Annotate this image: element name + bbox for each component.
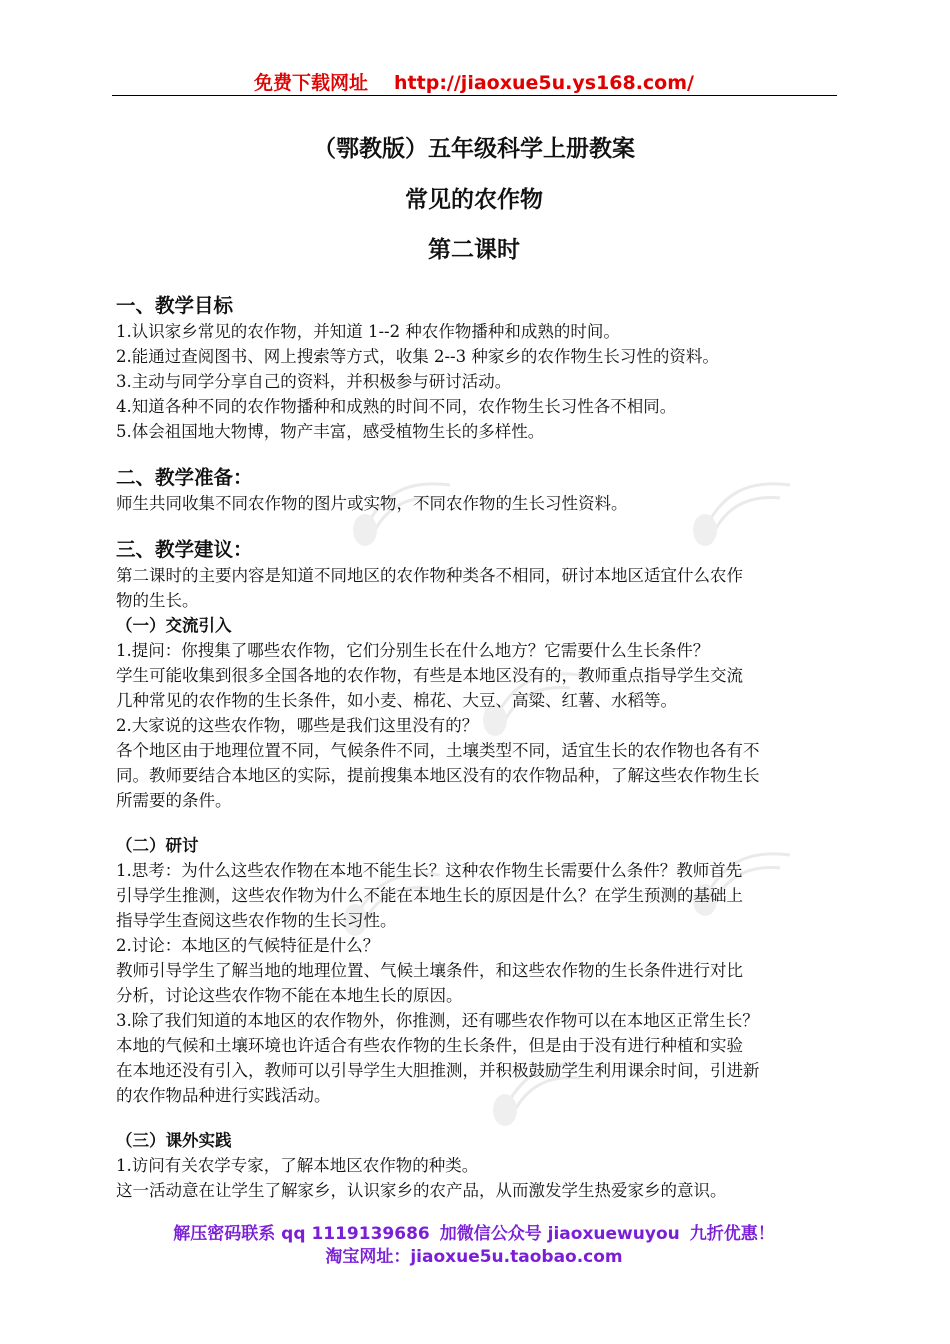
period-title: 第二课时 bbox=[428, 237, 520, 263]
footer-discount-text: 九折优惠！ bbox=[689, 1224, 775, 1244]
page-header bbox=[112, 68, 836, 95]
discussion-line: 引导学生推测，这些农作物为什么不能在本地生长的原因是什么？在学生预测的基础上 bbox=[116, 886, 743, 905]
discussion-line: 指导学生查阅这些农作物的生长习性。 bbox=[116, 911, 397, 930]
intro-line: 2.大家说的这些农作物，哪些是我们这里没有的？ bbox=[116, 716, 479, 735]
preparation-text: 师生共同收集不同农作物的图片或实物，不同农作物的生长习性资料。 bbox=[116, 494, 628, 513]
objective-item: 1.认识家乡常见的农作物，并知道 1--2 种农作物播种和成熟的时间。 bbox=[116, 322, 620, 341]
part-heading-intro: （一）交流引入 bbox=[116, 616, 232, 635]
discussion-line: 1.思考：为什么这些农作物在本地不能生长？这种农作物生长需要什么条件？教师首先 bbox=[116, 861, 743, 880]
intro-line: 各个地区由于地理位置不同，气候条件不同，土壤类型不同，适宜生长的农作物也各有不 bbox=[116, 741, 760, 760]
document-title: （鄂教版）五年级科学上册教案 bbox=[313, 136, 635, 162]
objective-item: 3.主动与同学分享自己的资料，并积极参与研讨活动。 bbox=[116, 372, 512, 391]
spacer bbox=[116, 1108, 842, 1128]
practice-line: 1.访问有关农学专家，了解本地区农作物的种类。 bbox=[116, 1156, 479, 1175]
footer-qq-text: 解压密码联系 qq 1119139686 bbox=[173, 1224, 430, 1244]
intro-line: 同。教师要结合本地区的实际，提前搜集本地区没有的农作物品种，了解这些农作物生长 bbox=[116, 766, 760, 785]
discussion-line: 本地的气候和土壤环境也许适合有些农作物的生长条件，但是由于没有进行种植和实验 bbox=[116, 1036, 743, 1055]
suggestions-intro-line: 第二课时的主要内容是知道不同地区的农作物种类各不相同，研讨本地区适宜什么农作 bbox=[116, 566, 743, 585]
discussion-line: 的农作物品种进行实践活动。 bbox=[116, 1086, 331, 1105]
part-heading-discussion: （二）研讨 bbox=[116, 836, 199, 855]
spacer bbox=[116, 813, 842, 833]
footer-wechat-text: 加微信公众号 jiaoxuewuyou bbox=[439, 1224, 680, 1244]
discussion-line: 分析，讨论这些农作物不能在本地生长的原因。 bbox=[116, 986, 463, 1005]
intro-line: 几种常见的农作物的生长条件，如小麦、棉花、大豆、高粱、红薯、水稻等。 bbox=[116, 691, 677, 710]
spacer bbox=[116, 444, 842, 464]
header-label: 免费下载网址 bbox=[254, 72, 369, 94]
intro-line: 学生可能收集到很多全国各地的农作物，有些是本地区没有的，教师重点指导学生交流 bbox=[116, 666, 743, 685]
section-heading-objectives: 一、教学目标 bbox=[116, 294, 234, 317]
objective-item: 4.知道各种不同的农作物播种和成熟的时间不同，农作物生长习性各不相同。 bbox=[116, 397, 677, 416]
footer-taobao-link[interactable]: 淘宝网址：jiaoxue5u.taobao.com bbox=[325, 1247, 623, 1267]
section-heading-preparation: 二、教学准备： bbox=[116, 466, 253, 489]
footer-contact-line bbox=[112, 1219, 836, 1244]
section-heading-suggestions: 三、教学建议： bbox=[116, 538, 253, 561]
practice-line: 这一活动意在让学生了解家乡，认识家乡的农产品，从而激发学生热爱家乡的意识。 bbox=[116, 1181, 727, 1200]
discussion-line: 2.讨论：本地区的气候特征是什么？ bbox=[116, 936, 380, 955]
suggestions-intro-line: 物的生长。 bbox=[116, 591, 199, 610]
header-divider bbox=[112, 95, 837, 96]
objective-item: 2.能通过查阅图书、网上搜索等方式，收集 2--3 种家乡的农作物生长习性的资料。 bbox=[116, 347, 719, 366]
discussion-line: 3.除了我们知道的本地区的农作物外，你推测，还有哪些农作物可以在本地区正常生长？ bbox=[116, 1011, 759, 1030]
discussion-line: 教师引导学生了解当地的地理位置、气候土壤条件，和这些农作物的生长条件进行对比 bbox=[116, 961, 743, 980]
spacer bbox=[116, 516, 842, 536]
intro-line: 1.提问：你搜集了哪些农作物，它们分别生长在什么地方？它需要什么生长条件？ bbox=[116, 641, 710, 660]
discussion-line: 在本地还没有引入，教师可以引导学生大胆推测，并积极鼓励学生利用课余时间，引进新 bbox=[116, 1061, 760, 1080]
lesson-title: 常见的农作物 bbox=[405, 187, 543, 213]
header-url-link[interactable]: http://jiaoxue5u.ys168.com/ bbox=[394, 72, 694, 94]
part-heading-practice: （三）课外实践 bbox=[116, 1131, 232, 1150]
intro-line: 所需要的条件。 bbox=[116, 791, 232, 810]
objective-item: 5.体会祖国地大物博，物产丰富，感受植物生长的多样性。 bbox=[116, 422, 545, 441]
document-body bbox=[116, 292, 842, 1203]
